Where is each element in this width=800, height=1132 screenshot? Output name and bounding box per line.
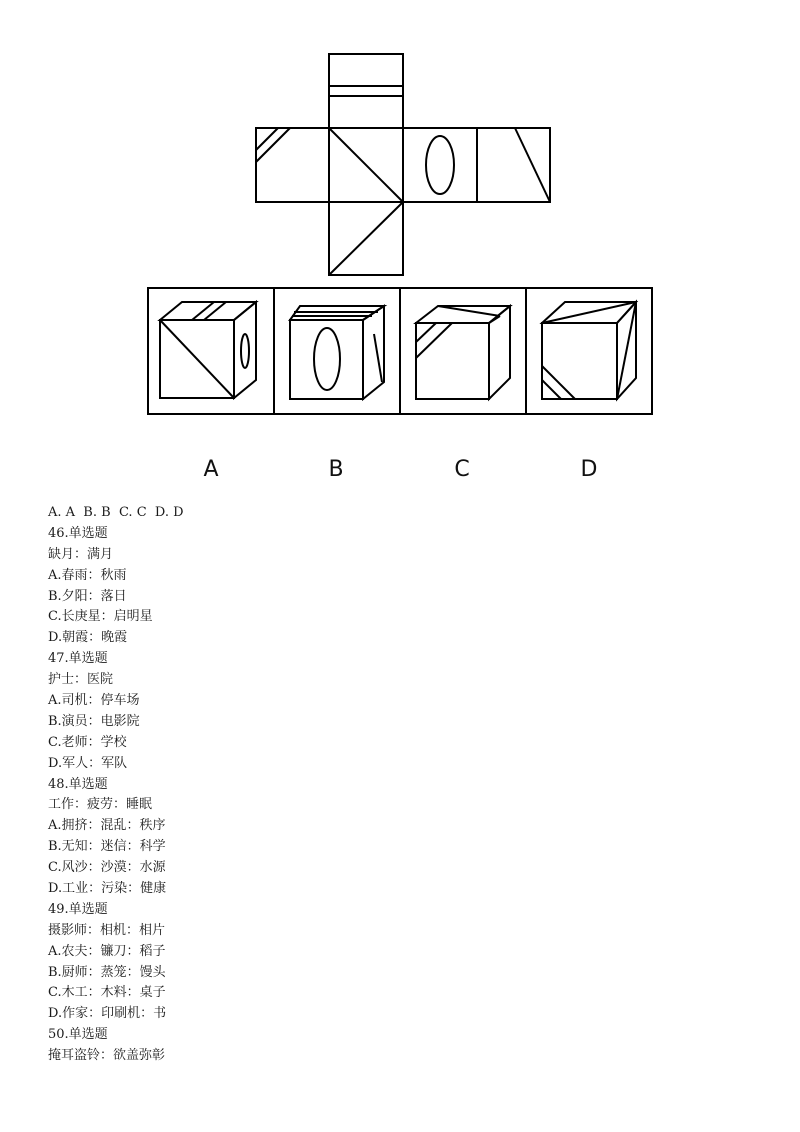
net-face-oval [403, 128, 477, 202]
option-b-cube[interactable] [290, 306, 384, 399]
q46-stem: 缺月：满月 [48, 546, 114, 562]
q49-option-a[interactable]: A.农夫：镰刀：稻子 [48, 943, 166, 959]
q47-option-a[interactable]: A.司机：停车场 [48, 693, 140, 709]
q49-heading: 49.单选题 [48, 901, 108, 917]
option-letter-d: D [580, 457, 598, 482]
option-letter-c: C [454, 457, 470, 482]
options-panel [148, 288, 652, 414]
q46-heading: 46.单选题 [48, 525, 108, 541]
q49-option-c[interactable]: C.木工：木料：桌子 [48, 985, 166, 1001]
question-text-block [48, 503, 748, 1067]
q46-option-c[interactable]: C.长庚星：启明星 [48, 609, 153, 625]
q47-option-b[interactable]: B.演员：电影院 [48, 713, 140, 729]
net-face-left [256, 128, 329, 202]
net-face-top [329, 54, 403, 128]
option-c-cube[interactable] [416, 306, 510, 399]
figure-svg [0, 0, 800, 500]
q48-option-d[interactable]: D.工业：污染：健康 [48, 881, 167, 897]
q50-heading: 50.单选题 [48, 1027, 108, 1043]
q47-stem: 护士：医院 [48, 672, 114, 688]
q49-option-d[interactable]: D.作家：印刷机：书 [48, 1006, 167, 1022]
q48-option-a[interactable]: A.拥挤：混乱：秩序 [48, 818, 166, 834]
net-face-bottom [329, 202, 403, 275]
q45-answer-options: A. A B. B C. C D. D [48, 505, 184, 520]
q48-option-b[interactable]: B.无知：迷信：科学 [48, 839, 166, 855]
q48-stem: 工作：疲劳：睡眠 [48, 797, 153, 813]
q46-option-d[interactable]: D.朝霞：晚霞 [48, 630, 128, 646]
option-a-cube[interactable] [160, 302, 256, 398]
q47-heading: 47.单选题 [48, 651, 108, 667]
cube-net-figure [0, 0, 800, 500]
q46-option-b[interactable]: B.夕阳：落日 [48, 588, 127, 604]
option-letter-b: B [328, 457, 344, 482]
option-d-cube[interactable] [542, 302, 636, 399]
q48-option-c[interactable]: C.风沙：沙漠：水源 [48, 860, 166, 876]
q47-option-d[interactable]: D.军人：军队 [48, 755, 128, 771]
q49-option-b[interactable]: B.厨师：蒸笼：馒头 [48, 964, 166, 980]
net-face-center [329, 128, 403, 202]
cube-net [256, 54, 550, 275]
q47-option-c[interactable]: C.老师：学校 [48, 734, 127, 750]
q49-stem: 摄影师：相机：相片 [48, 922, 166, 938]
q48-heading: 48.单选题 [48, 776, 108, 792]
net-face-right [477, 128, 550, 202]
q46-option-a[interactable]: A.春雨：秋雨 [48, 567, 127, 583]
option-letter-a: A [203, 457, 219, 482]
q50-stem: 掩耳盗铃：欲盖弥彰 [48, 1048, 166, 1064]
